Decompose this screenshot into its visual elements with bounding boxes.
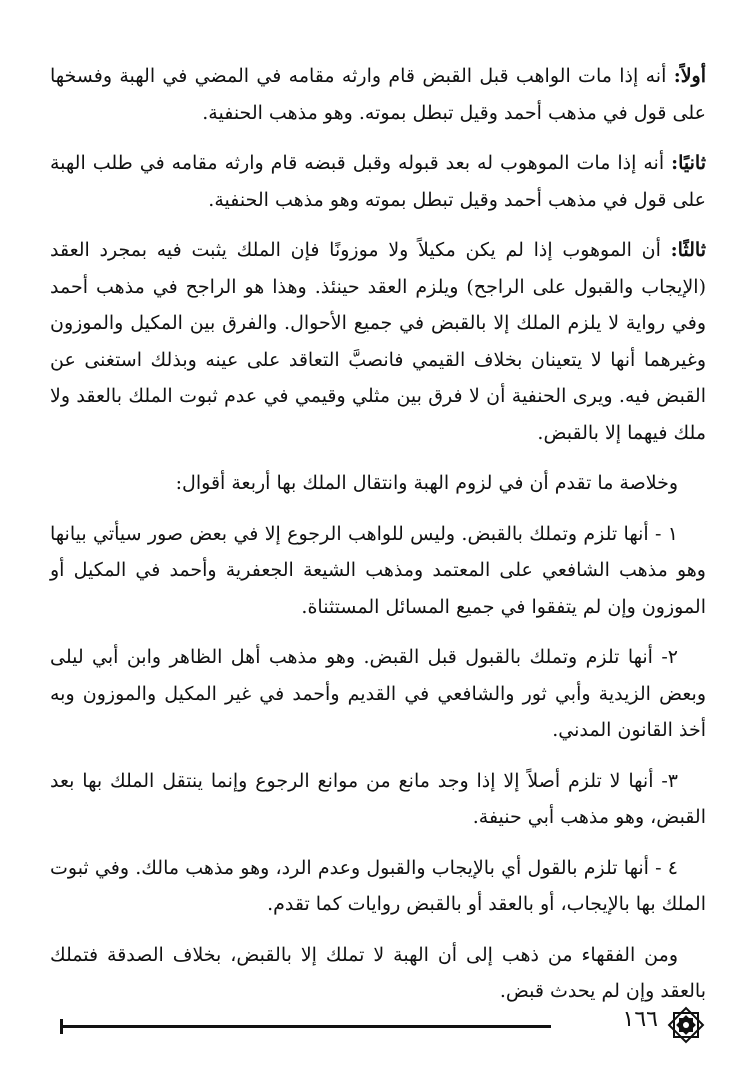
paragraph-text: أنها تلزم وتملك بالقبض. وليس للواهب الرجوع إلا في بعض صور سيأتي بيانها وهو مذهب الشافعي على المعتمد ومذهب الشيعة الجعفرية وأحمد في المكيل أو الموزون وإن لم يتفقوا في جميع المسائل المستثناة.: [50, 522, 706, 618]
paragraph-text: أنها لا تلزم أصلاً إلا إذا وجد مانع من موانع الرجوع وإنما ينتقل الملك بها بعد القبض، وهو مذهب أبي حنيفة.: [50, 769, 706, 828]
eight-point-star-ornament-icon: [666, 1005, 706, 1045]
page-footer: [60, 1003, 706, 1047]
paragraph-text: أنها تلزم بالقول أي بالإيجاب والقبول وعدم الرد، وهو مذهب مالك. وفي ثبوت الملك بها بالإيجاب، أو بالعقد أو بالقبض روايات كما تقدم.: [50, 856, 706, 915]
footer-rule-end: [60, 1019, 63, 1034]
paragraph-lead: ثانيًا:: [671, 152, 706, 174]
footer-rule: [60, 1025, 551, 1028]
paragraph-lead: ٢-: [661, 646, 678, 668]
paragraph-lead: ١ -: [655, 522, 678, 545]
paragraph-second-point: [50, 145, 706, 218]
paragraph-first-point: [50, 58, 706, 131]
paragraph-lead: أولاً:: [673, 65, 706, 87]
paragraph-opinion-3: [50, 763, 706, 836]
paragraph-opinion-4: [50, 850, 706, 923]
body-text: [50, 58, 706, 1024]
paragraph-opinion-2: [50, 639, 706, 749]
paragraph-text: أن الموهوب إذا لم يكن مكيلاً ولا موزونًا فإن الملك يثبت فيه بمجرد العقد (الإيجاب والقبول على الراجح) ويلزم العقد حينئذ. وهذا هو الراجح في مذهب أحمد وفي رواية لا يلزم الملك إلا بالقبض في جميع الأحوال. والفرق بين المكيل والموزون وغيرهما أنها لا يتعينان بخلاف القيمي فانصبَّ التعاقد على عينه وبذلك استغنى عن القبض فيه. ويرى الحنفية أن لا فرق بين مثلي وقيمي في عدم ثبوت الملك بالعقد ولا ملك فيهما إلا بالقبض.: [50, 239, 706, 444]
paragraph-text: ومن الفقهاء من ذهب إلى أن الهبة لا تملك إلا بالقبض، بخلاف الصدقة فتملك بالعقد وإن لم يحدث قبض.: [50, 943, 706, 1002]
paragraph-summary: [50, 465, 706, 502]
paragraph-closing: [50, 937, 706, 1010]
paragraph-lead: ٤ -: [655, 856, 678, 879]
paragraph-text: أنه إذا مات الواهب قبل القبض قام وارثه مقامه في المضي في الهبة وفسخها على قول في مذهب أحمد وقيل تبطل بموته. وهو مذهب الحنفية.: [50, 65, 706, 124]
page-number: ١٦٦: [622, 1007, 658, 1032]
paragraph-lead: ثالثًا:: [670, 239, 706, 261]
paragraph-text: أنه إذا مات الموهوب له بعد قبوله وقبل قبضه قام وارثه مقامه في طلب الهبة على قول في مذهب أحمد وقيل تبطل بموته وهو مذهب الحنفية.: [50, 152, 706, 211]
paragraph-third-point: [50, 232, 706, 451]
paragraph-opinion-1: [50, 516, 706, 626]
paragraph-text: وخلاصة ما تقدم أن في لزوم الهبة وانتقال الملك بها أربعة أقوال:: [175, 472, 678, 494]
paragraph-text: أنها تلزم وتملك بالقبول قبل القبض. وهو مذهب أهل الظاهر وابن أبي ليلى وبعض الزيدية وأبي ثور والشافعي في القديم وأحمد في غير المكيل والموزون وبه أخذ القانون المدني.: [50, 646, 706, 741]
paragraph-lead: ٣-: [661, 769, 678, 792]
